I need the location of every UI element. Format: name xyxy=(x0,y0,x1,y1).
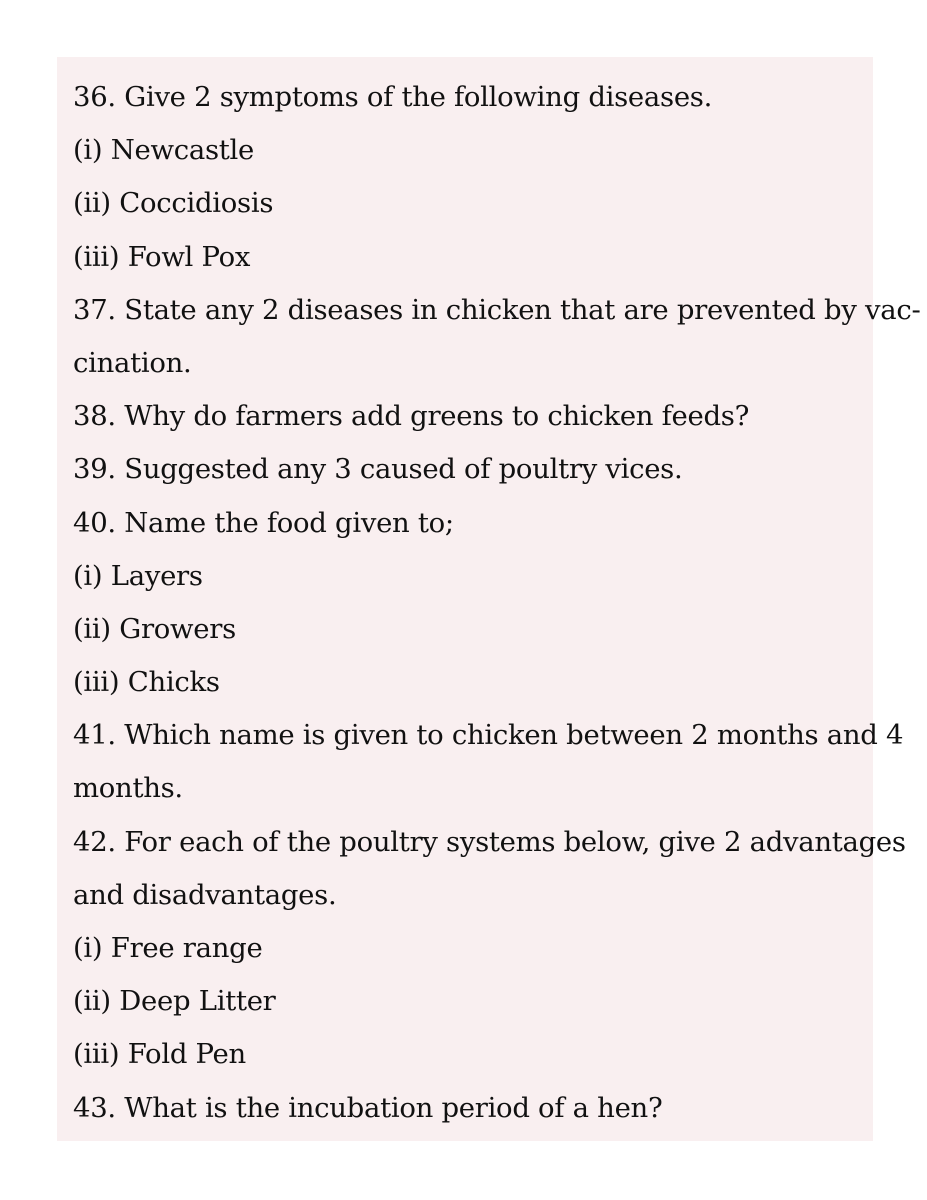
question-38-text: 38. Why do farmers add greens to chicken feeds? xyxy=(73,400,750,433)
question-36-option-iii: (iii) Fowl Pox xyxy=(73,240,251,273)
question-42-option-i: (i) Free range xyxy=(73,932,263,964)
question-43-text: 43. What is the incubation period of a hen? xyxy=(73,1091,663,1124)
question-37-text: 37. State any 2 diseases in chicken that are prevented by vac- xyxy=(73,293,921,326)
question-42-option-iii: (iii) Fold Pen xyxy=(73,1038,246,1071)
question-41-text-continued: months. xyxy=(73,772,183,805)
question-40-option-iii: (iii) Chicks xyxy=(73,666,220,699)
question-panel xyxy=(57,57,921,1141)
question-42-text: 42. For each of the poultry systems below, give 2 advantages xyxy=(73,825,906,858)
question-42-option-ii: (ii) Deep Litter xyxy=(73,985,276,1018)
question-36-text: 36. Give 2 symptoms of the following diseases. xyxy=(73,81,713,113)
question-36-option-i: (i) Newcastle xyxy=(73,134,255,167)
question-39-text: 39. Suggested any 3 caused of poultry vices. xyxy=(73,453,683,486)
question-40-option-ii: (ii) Growers xyxy=(73,612,236,645)
question-40-option-i: (i) Layers xyxy=(73,559,203,592)
question-36-option-ii: (ii) Coccidiosis xyxy=(73,187,274,220)
question-41-text: 41. Which name is given to chicken between 2 months and 4 xyxy=(73,719,904,752)
question-40-text: 40. Name the food given to; xyxy=(73,506,454,539)
question-37-text-continued: cination. xyxy=(73,346,192,379)
question-42-text-continued: and disadvantages. xyxy=(73,878,337,911)
